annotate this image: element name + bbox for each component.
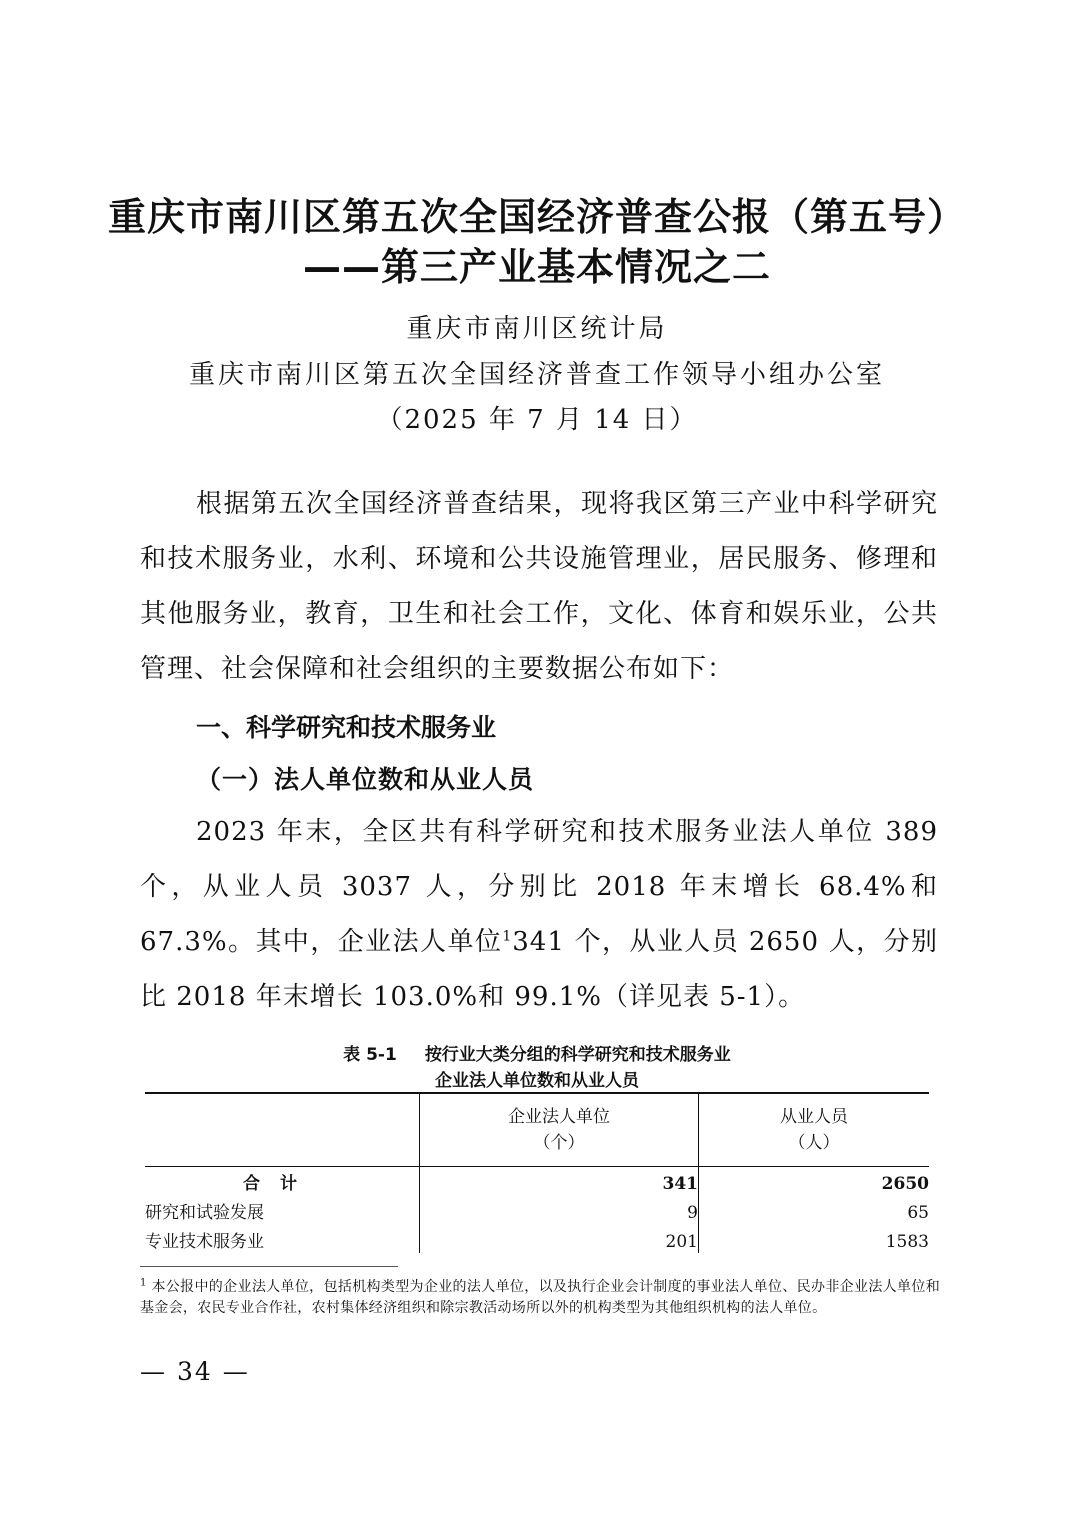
row-units-value: 341 — [662, 1174, 698, 1194]
table-caption-title: 按行业大类分组的科学研究和技术服务业 — [424, 1045, 731, 1065]
table-number: 表 5-1 — [343, 1045, 397, 1065]
row-persons-value: 65 — [907, 1203, 929, 1223]
document-subtitle: ——第三产业基本情况之二 — [302, 245, 771, 289]
footnote-reference: 1 — [502, 928, 513, 945]
row-units-value: 9 — [687, 1203, 698, 1223]
table-row — [145, 1199, 929, 1227]
column-header-persons — [699, 1104, 929, 1156]
footnote-text: 本公报中的企业法人单位，包括机构类型为企业的法人单位，以及执行企业会计制度的事业法人单位、民办非企业法人单位和基金会，农民专业合作社，农村集体经济组织和除宗教活动场所以外的机构类型为其他组织机构的法人单位。 — [140, 1279, 940, 1316]
intro-paragraph: 根据第五次全国经济普查结果，现将我区第三产业中科学研究和技术服务业，水利、环境和公共设施管理业，居民服务、修理和其他服务业，教育，卫生和社会工作，文化、体育和娱乐业，公共管理、社会保障和社会组织的主要数据公布如下： — [140, 489, 938, 684]
body-text-part-1: 2023 年末，全区共有科学研究和技术服务业法人单位 389 个，从业人员 3037 人，分别比 2018 年末增长 68.4%和 67.3%。其中，企业法人单位 — [140, 817, 938, 957]
table-row-total — [145, 1170, 929, 1198]
footnote-separator — [140, 1266, 398, 1267]
body-text-part-2: 341 个，从业人员 2650 人，分别比 2018 年末增长 103.0%和 99.1%（详见表 5-1）。 — [140, 927, 938, 1012]
column-header-units-unit: （个） — [533, 1133, 585, 1153]
section-heading: 一、科学研究和技术服务业 — [196, 713, 497, 742]
footnote-marker: 1 — [140, 1277, 147, 1289]
page-number: — 34 — — [140, 1357, 250, 1386]
row-persons-value: 2650 — [881, 1174, 929, 1194]
column-header-persons-label: 从业人员 — [780, 1107, 848, 1127]
body-paragraph — [140, 805, 938, 1025]
column-header-units — [420, 1104, 698, 1156]
document-title: 重庆市南川区第五次全国经济普查公报（第五号） — [107, 195, 966, 239]
column-header-persons-unit: （人） — [788, 1133, 840, 1153]
issue-date: （2025 年 7 月 14 日） — [376, 405, 698, 435]
table-caption — [0, 1040, 1074, 1065]
row-persons-value: 1583 — [885, 1232, 929, 1252]
subsection-heading: （一）法人单位数和从业人员 — [196, 765, 535, 794]
column-header-units-label: 企业法人单位 — [508, 1107, 610, 1127]
table-header-rule — [145, 1166, 929, 1167]
issuer-bureau: 重庆市南川区统计局 — [406, 314, 668, 344]
row-units-value: 201 — [665, 1232, 698, 1252]
issuer-office: 重庆市南川区第五次全国经济普查工作领导小组办公室 — [188, 360, 885, 390]
row-category: 研究和试验发展 — [145, 1203, 264, 1223]
table-caption-line-2: 企业法人单位数和从业人员 — [435, 1071, 639, 1091]
footnote — [140, 1277, 940, 1319]
row-category: 合计 — [243, 1174, 317, 1194]
table-top-rule — [145, 1092, 929, 1094]
table-row — [145, 1228, 929, 1256]
row-category: 专业技术服务业 — [145, 1232, 264, 1252]
